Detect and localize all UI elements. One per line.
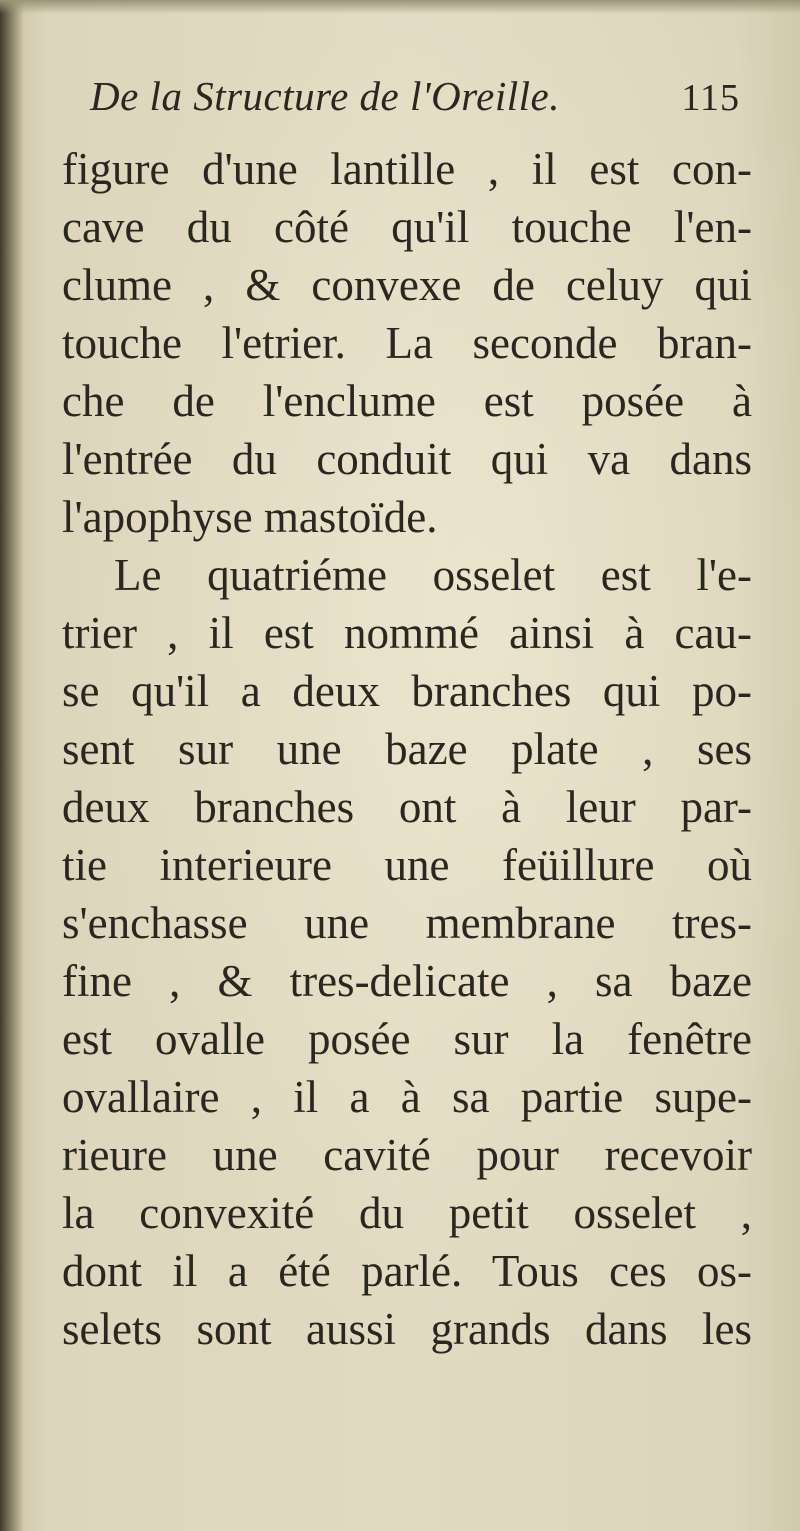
text-line: che de l'enclume est posée à (62, 376, 752, 426)
text-line: clume , & convexe de celuy qui (62, 260, 752, 310)
text-line: selets sont aussi grands dans les (62, 1304, 752, 1354)
book-binding-edge (0, 0, 24, 1531)
text-line: touche l'etrier. La seconde bran- (62, 318, 752, 368)
page-header (90, 72, 740, 132)
text-line: ovallaire , il a à sa partie supe- (62, 1072, 752, 1122)
text-line: la convexité du petit osselet , (62, 1188, 752, 1238)
text-line: trier , il est nommé ainsi à cau- (62, 608, 752, 658)
page-number: 115 (681, 77, 740, 119)
text-line: l'entrée du conduit qui va dans (62, 434, 752, 484)
text-line: tie interieure une feüillure où (62, 840, 752, 890)
text-line: s'enchasse une membrane tres- (62, 898, 752, 948)
body-text (62, 140, 752, 1358)
text-line: cave du côté qu'il touche l'en- (62, 202, 752, 252)
running-head: De la Structure de l'Oreille. (90, 73, 560, 119)
text-line: rieure une cavité pour recevoir (62, 1130, 752, 1180)
text-line: est ovalle posée sur la fenêtre (62, 1014, 752, 1064)
text-line: fine , & tres-delicate , sa baze (62, 956, 752, 1006)
text-line: l'apophyse mastoïde. (62, 492, 438, 542)
text-line: figure d'une lantille , il est con- (62, 144, 752, 194)
paragraph-start-line: Le quatriéme osselet est l'e- (114, 550, 752, 600)
text-line: sent sur une baze plate , ses (62, 724, 752, 774)
text-line: deux branches ont à leur par- (62, 782, 752, 832)
text-line: dont il a été parlé. Tous ces os- (62, 1246, 752, 1296)
page-top-edge (0, 0, 800, 14)
text-line: se qu'il a deux branches qui po- (62, 666, 752, 716)
